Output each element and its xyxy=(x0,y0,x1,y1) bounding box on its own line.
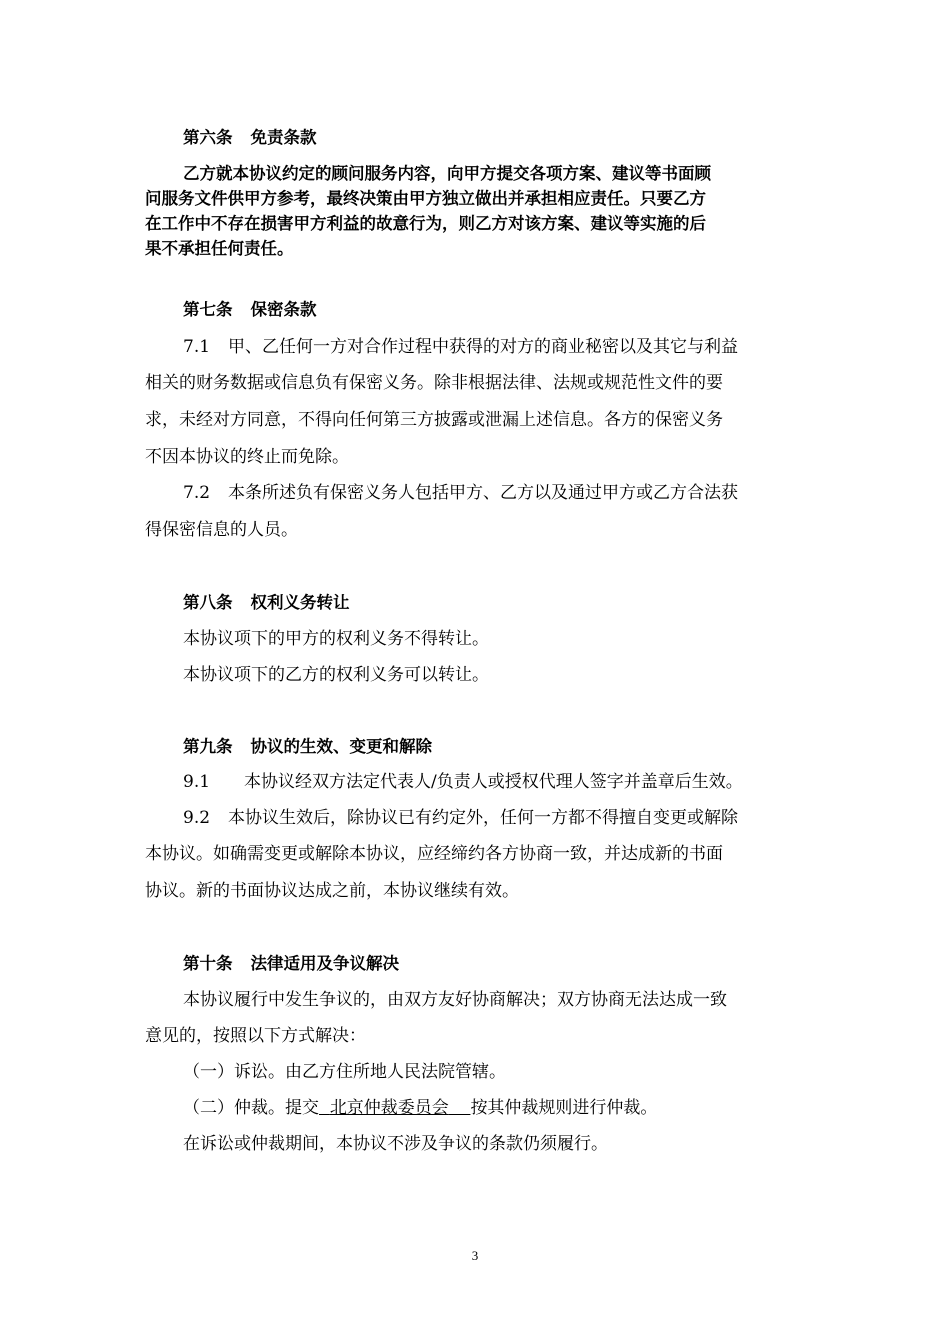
clause-number: 9.2 xyxy=(183,808,211,828)
article-number: 第十条 xyxy=(183,954,233,973)
clause-7-2 xyxy=(183,482,738,504)
article-10-intro-line: 本协议履行中发生争议的，由双方友好协商解决；双方协商无法达成一致 xyxy=(183,990,727,1010)
clause-9-2-line: 本协议。如确需变更或解除本协议，应经缔约各方协商一致，并达成新的书面 xyxy=(145,844,723,864)
article-number: 第六条 xyxy=(183,128,233,147)
article-number: 第七条 xyxy=(183,300,233,319)
article-title: 保密条款 xyxy=(250,300,317,319)
article-6-line: 乙方就本协议约定的顾问服务内容，向甲方提交各项方案、建议等书面顾 xyxy=(183,164,711,183)
clause-9-2 xyxy=(183,807,738,829)
article-6-line: 果不承担任何责任。 xyxy=(145,239,294,258)
arbitration-suffix: 按其仲裁规则进行仲裁。 xyxy=(470,1098,658,1118)
arbitration-institution xyxy=(319,1098,470,1118)
article-title: 法律适用及争议解决 xyxy=(250,954,399,973)
article-7-heading xyxy=(183,299,317,321)
article-title: 权利义务转让 xyxy=(250,593,350,612)
clause-7-1 xyxy=(183,336,738,358)
arbitration-institution-name: 北京仲裁委员会 xyxy=(329,1098,449,1118)
article-title: 免责条款 xyxy=(250,128,317,147)
clause-number: 7.1 xyxy=(183,337,211,357)
article-10-closing: 在诉讼或仲裁期间，本协议不涉及争议的条款仍须履行。 xyxy=(183,1134,608,1154)
article-6-line: 问服务文件供甲方参考，最终决策由甲方独立做出并承担相应责任。只要乙方 xyxy=(145,189,706,208)
clause-9-2-line: 协议。新的书面协议达成之前，本协议继续有效。 xyxy=(145,881,519,901)
clause-text: 本协议生效后，除协议已有约定外，任何一方都不得擅自变更或解除 xyxy=(228,808,739,828)
clause-text: 甲、乙任何一方对合作过程中获得的对方的商业秘密以及其它与利益 xyxy=(228,337,739,357)
article-10-intro-line: 意见的，按照以下方式解决： xyxy=(145,1026,366,1046)
article-6-line: 在工作中不存在损害甲方利益的故意行为，则乙方对该方案、建议等实施的后 xyxy=(145,214,706,233)
clause-7-2-line: 得保密信息的人员。 xyxy=(145,520,298,540)
article-9-heading xyxy=(183,736,432,758)
clause-text: 本协议经双方法定代表人/负责人或授权代理人签字并盖章后生效。 xyxy=(244,772,743,792)
clause-9-1 xyxy=(183,771,743,793)
article-8-line: 本协议项下的甲方的权利义务不得转让。 xyxy=(183,629,489,649)
article-6-heading xyxy=(183,127,317,149)
page-number: 3 xyxy=(471,1248,479,1263)
article-title: 协议的生效、变更和解除 xyxy=(250,737,432,756)
dispute-option-arbitration xyxy=(183,1097,657,1119)
dispute-option-litigation: （一）诉讼。由乙方住所地人民法院管辖。 xyxy=(183,1062,506,1082)
clause-7-1-line: 不因本协议的终止而免除。 xyxy=(145,447,349,467)
article-10-heading xyxy=(183,953,399,975)
article-8-heading xyxy=(183,592,350,614)
arbitration-prefix: （二）仲裁。提交 xyxy=(183,1098,319,1118)
article-8-line: 本协议项下的乙方的权利义务可以转让。 xyxy=(183,665,489,685)
article-number: 第九条 xyxy=(183,737,233,756)
clause-number: 7.2 xyxy=(183,483,211,503)
clause-7-1-line: 求，未经对方同意，不得向任何第三方披露或泄漏上述信息。各方的保密义务 xyxy=(145,410,723,430)
article-number: 第八条 xyxy=(183,593,233,612)
clause-text: 本条所述负有保密义务人包括甲方、乙方以及通过甲方或乙方合法获 xyxy=(228,483,739,503)
clause-7-1-line: 相关的财务数据或信息负有保密义务。除非根据法律、法规或规范性文件的要 xyxy=(145,373,723,393)
clause-number: 9.1 xyxy=(183,772,211,792)
